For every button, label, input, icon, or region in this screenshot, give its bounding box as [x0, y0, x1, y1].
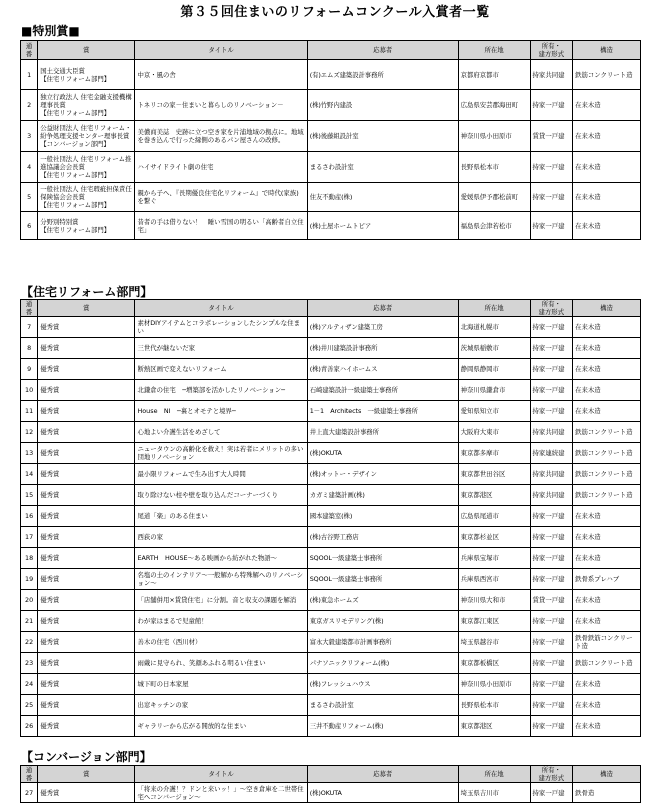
cell-applicant: (有)エムズ建築設計事務所 [307, 60, 458, 90]
cell-location: 東京都江東区 [458, 611, 530, 632]
table-row [21, 422, 641, 443]
cell-applicant: (株)竹野内建設 [307, 90, 458, 121]
table-row [21, 653, 641, 674]
cell-award: 優秀賞 [38, 548, 135, 569]
cell-owner: 持家一戸建 [530, 783, 573, 803]
cell-award: 優秀賞 [38, 338, 135, 359]
cell-location: 東京都港区 [458, 716, 530, 737]
cell-title: 出窓キッチンの家 [135, 695, 307, 716]
table-row [21, 506, 641, 527]
cell-title: 「将来の介護！？ドンと来いッ！」～空き倉庫を二世帯住宅へコンバージョン～ [135, 783, 307, 803]
header-no: 通番 [21, 766, 38, 783]
cell-structure: 鉄筋コンクリート造 [573, 464, 641, 485]
cell-award: 優秀賞 [38, 653, 135, 674]
cell-title: ハイサイドライト劇の住宅 [135, 152, 307, 183]
cell-applicant: (株)後藤組設計室 [307, 121, 458, 152]
cell-structure: 鉄骨造 [573, 783, 641, 803]
cell-award: 優秀賞 [38, 317, 135, 338]
cell-applicant: 東京ガスリモデリング(株) [307, 611, 458, 632]
cell-no: 19 [21, 569, 38, 590]
header-owner-line2: 建方形式 [538, 50, 565, 58]
cell-award: 優秀賞 [38, 380, 135, 401]
cell-award: 公益財団法人 住宅リフォーム・紛争処理支援センター理事長賞 【コンバージョン部門】 [38, 121, 135, 152]
cell-no: 21 [21, 611, 38, 632]
header-structure: 構造 [573, 41, 641, 60]
cell-no: 5 [21, 183, 38, 212]
header-title: タイトル [135, 300, 307, 317]
cell-no: 3 [21, 121, 38, 152]
cell-no: 22 [21, 632, 38, 653]
cell-applicant: (株)アルティザン建築工房 [307, 317, 458, 338]
cell-location: 神奈川県鎌倉市 [458, 380, 530, 401]
cell-owner: 持家一戸建 [530, 674, 573, 695]
cell-owner: 持家共同建 [530, 60, 573, 90]
cell-owner: 持家一戸建 [530, 527, 573, 548]
cell-location: 東京都港区 [458, 485, 530, 506]
cell-structure: 在来木造 [573, 590, 641, 611]
header-award: 賞 [38, 300, 135, 317]
cell-award: 優秀賞 [38, 783, 135, 803]
header-applicant: 応募者 [307, 300, 458, 317]
cell-award: 国土交通大臣賞 【住宅リフォーム部門】 [38, 60, 135, 90]
cell-no: 16 [21, 506, 38, 527]
table-row [21, 695, 641, 716]
cell-owner: 持家一戸建 [530, 653, 573, 674]
cell-applicant: 1－1 Architects 一級建築士事務所 [307, 401, 458, 422]
table-row [21, 611, 641, 632]
cell-structure: 在来木造 [573, 183, 641, 212]
cell-location: 愛知県知立市 [458, 401, 530, 422]
cell-award: 優秀賞 [38, 464, 135, 485]
cell-applicant: 三井不動産リフォーム(株) [307, 716, 458, 737]
cell-applicant: (株)青善家ハイホームス [307, 359, 458, 380]
cell-owner: 持家一戸建 [530, 359, 573, 380]
cell-no: 26 [21, 716, 38, 737]
cell-applicant: (株)オットー・デザイン [307, 464, 458, 485]
cell-title: 「店舗併用×賃貸住宅」に分割。音と収支の課題を解消 [135, 590, 307, 611]
cell-owner: 持家一戸建 [530, 716, 573, 737]
cell-award: 優秀賞 [38, 695, 135, 716]
header-owner-line1: 所有・ [541, 766, 561, 774]
header-owner-line1: 所有・ [541, 42, 561, 50]
cell-location: 大阪府大東市 [458, 422, 530, 443]
cell-structure: 鉄骨系プレハブ [573, 569, 641, 590]
table-header-row [21, 300, 641, 317]
header-location: 所在地 [458, 300, 530, 317]
cell-location: 茨城県稲敷市 [458, 338, 530, 359]
cell-location: 福島県会津若松市 [458, 212, 530, 240]
cell-structure: 在来木造 [573, 506, 641, 527]
cell-applicant: 石崎建築設計一級建築士事務所 [307, 380, 458, 401]
cell-owner: 持家一戸建 [530, 632, 573, 653]
cell-location: 広島県尾道市 [458, 506, 530, 527]
cell-owner: 持家共同建 [530, 422, 573, 443]
cell-location: 北海道札幌市 [458, 317, 530, 338]
cell-applicant: 井上直大建築設計事務所 [307, 422, 458, 443]
cell-location: 東京都多摩市 [458, 443, 530, 464]
header-title: タイトル [135, 41, 307, 60]
cell-location: 東京都杉並区 [458, 527, 530, 548]
cell-title: トネリコの家－住まいと暮らしのリノベーション－ [135, 90, 307, 121]
cell-structure: 在来木造 [573, 90, 641, 121]
cell-no: 25 [21, 695, 38, 716]
cell-applicant: (株)東急ホームズ [307, 590, 458, 611]
cell-no: 10 [21, 380, 38, 401]
table-row [21, 464, 641, 485]
cell-award: 一般社団法人 住宅リフォーム推進協議会会長賞 【住宅リフォーム部門】 [38, 152, 135, 183]
section-title-housing: 【住宅リフォーム部門】 [21, 285, 153, 299]
cell-title: 親から子へ、『長期優良住宅化リフォーム』で時代(家族)を繋ぐ [135, 183, 307, 212]
cell-award: 優秀賞 [38, 422, 135, 443]
header-title: タイトル [135, 766, 307, 783]
cell-no: 24 [21, 674, 38, 695]
header-location: 所在地 [458, 41, 530, 60]
header-no: 通番 [21, 41, 38, 60]
cell-no: 12 [21, 422, 38, 443]
cell-structure: 鉄骨鉄筋コンクリート造 [573, 632, 641, 653]
section-title-special: ■特別賞■ [21, 24, 80, 38]
cell-owner: 賃貸一戸建 [530, 121, 573, 152]
cell-structure: 在来木造 [573, 401, 641, 422]
cell-owner: 持家共同建 [530, 485, 573, 506]
cell-owner: 持家一戸建 [530, 317, 573, 338]
cell-structure: 鉄筋コンクリート造 [573, 443, 641, 464]
cell-applicant: (株)井川建築設計事務所 [307, 338, 458, 359]
cell-no: 27 [21, 783, 38, 803]
cell-title: 取り除けない柱や壁を取り込んだコーナーづくり [135, 485, 307, 506]
cell-applicant: まるさわ設計室 [307, 152, 458, 183]
cell-title: 名塩の土のインテリア～一般解から特殊解へのリノベーション～ [135, 569, 307, 590]
table-row [21, 674, 641, 695]
cell-no: 4 [21, 152, 38, 183]
cell-award: 優秀賞 [38, 674, 135, 695]
cell-location: 静岡県静岡市 [458, 359, 530, 380]
header-location: 所在地 [458, 766, 530, 783]
cell-applicant: 住友不動産(株) [307, 183, 458, 212]
header-award: 賞 [38, 41, 135, 60]
cell-title: 雨戴に見守られ、笑顔あふれる明るい住まい [135, 653, 307, 674]
page-title: 第３５回住まいのリフォームコンクール入賞者一覧 [180, 5, 490, 20]
cell-no: 1 [21, 60, 38, 90]
cell-structure: 在来木造 [573, 611, 641, 632]
cell-owner: 持家一戸建 [530, 401, 573, 422]
cell-title: ギャラリーから広がる開放的な住まい [135, 716, 307, 737]
cell-no: 15 [21, 485, 38, 506]
cell-owner: 持家一戸建 [530, 380, 573, 401]
table-row [21, 443, 641, 464]
cell-structure: 鉄筋コンクリート造 [573, 485, 641, 506]
cell-title: 北鎌倉の住宅 ─増築部を活かしたリノベーション─ [135, 380, 307, 401]
cell-applicant: (株)OKUTA [307, 783, 458, 803]
table-row [21, 317, 641, 338]
table-row [21, 485, 641, 506]
cell-title: 尾道「楽」のある住まい [135, 506, 307, 527]
header-owner-line2: 建方形式 [538, 308, 565, 316]
cell-no: 17 [21, 527, 38, 548]
cell-structure: 在来木造 [573, 695, 641, 716]
table-row [21, 527, 641, 548]
cell-no: 20 [21, 590, 38, 611]
table-row [21, 152, 641, 183]
cell-location: 埼玉県越谷市 [458, 632, 530, 653]
header-no: 通番 [21, 300, 38, 317]
cell-location: 京都府京都市 [458, 60, 530, 90]
cell-award: 独立行政法人 住宅金融支援機構理事長賞 【住宅リフォーム部門】 [38, 90, 135, 121]
cell-title: ニュータウンの高齢化を救え！実は若者にメリットの多い団地リノベーション [135, 443, 307, 464]
cell-title: 三世代が継ないだ家 [135, 338, 307, 359]
cell-no: 18 [21, 548, 38, 569]
cell-owner: 持家一戸建 [530, 548, 573, 569]
header-structure: 構造 [573, 766, 641, 783]
cell-structure: 在来木造 [573, 212, 641, 240]
table-row [21, 401, 641, 422]
cell-no: 14 [21, 464, 38, 485]
header-owner [530, 766, 573, 783]
table-row [21, 359, 641, 380]
cell-no: 13 [21, 443, 38, 464]
cell-location: 広島県安芸郡海田町 [458, 90, 530, 121]
cell-owner: 持家一戸建 [530, 338, 573, 359]
cell-structure: 在来木造 [573, 380, 641, 401]
table-row [21, 90, 641, 121]
table-row [21, 569, 641, 590]
awards-table-special [20, 40, 641, 240]
cell-award: 一般社団法人 住宅瑕疵担保責任保険協会会長賞 【住宅リフォーム部門】 [38, 183, 135, 212]
table-row [21, 632, 641, 653]
header-applicant: 応募者 [307, 766, 458, 783]
cell-location: 神奈川県小田原市 [458, 121, 530, 152]
cell-location: 神奈川県大和市 [458, 590, 530, 611]
cell-title: 善木の住宅（西川材） [135, 632, 307, 653]
cell-applicant: カガミ建築計画(株) [307, 485, 458, 506]
header-structure: 構造 [573, 300, 641, 317]
header-owner-line2: 建方形式 [538, 774, 565, 782]
cell-applicant: (株)古谷野工務店 [307, 527, 458, 548]
header-award: 賞 [38, 766, 135, 783]
cell-structure: 在来木造 [573, 338, 641, 359]
awards-table-housing [20, 299, 641, 737]
cell-no: 9 [21, 359, 38, 380]
table-row [21, 548, 641, 569]
table-header-row [21, 41, 641, 60]
section-title-conversion: 【コンバージョン部門】 [21, 750, 152, 764]
cell-owner: 持家一戸建 [530, 611, 573, 632]
cell-no: 23 [21, 653, 38, 674]
cell-award: 優秀賞 [38, 611, 135, 632]
cell-structure: 鉄筋コンクリート造 [573, 60, 641, 90]
table-row [21, 380, 641, 401]
cell-location: 長野県松本市 [458, 152, 530, 183]
cell-location: 愛媛県伊予郡松前町 [458, 183, 530, 212]
cell-no: 2 [21, 90, 38, 121]
cell-applicant: 國本建築室(株) [307, 506, 458, 527]
cell-title: 最小限リフォームで生み出す大人時間 [135, 464, 307, 485]
cell-structure: 在来木造 [573, 152, 641, 183]
header-applicant: 応募者 [307, 41, 458, 60]
cell-owner: 持家一戸建 [530, 183, 573, 212]
table-row [21, 183, 641, 212]
cell-no: 7 [21, 317, 38, 338]
cell-award: 優秀賞 [38, 443, 135, 464]
table-row [21, 60, 641, 90]
header-owner-line1: 所有・ [541, 300, 561, 308]
table-row [21, 338, 641, 359]
cell-award: 優秀賞 [38, 485, 135, 506]
cell-structure: 鉄筋コンクリート造 [573, 653, 641, 674]
cell-applicant: まるさわ設計室 [307, 695, 458, 716]
cell-title: 中京・風の舎 [135, 60, 307, 90]
table-header-row [21, 766, 641, 783]
cell-owner: 持家一戸建 [530, 212, 573, 240]
table-row [21, 212, 641, 240]
cell-owner: 持家一戸建 [530, 90, 573, 121]
header-owner [530, 41, 573, 60]
cell-structure: 在来木造 [573, 674, 641, 695]
awards-table-conversion [20, 765, 641, 803]
cell-title: 心地よい介護生活をめざして [135, 422, 307, 443]
cell-owner: 持家一戸建 [530, 152, 573, 183]
cell-award: 優秀賞 [38, 359, 135, 380]
cell-title: 西荻の家 [135, 527, 307, 548]
table-row [21, 783, 641, 803]
cell-title: わが家はまるで児童館！ [135, 611, 307, 632]
cell-no: 8 [21, 338, 38, 359]
cell-applicant: SQOOL一級建築士事務所 [307, 569, 458, 590]
cell-owner: 賃貸一戸建 [530, 590, 573, 611]
cell-award: 優秀賞 [38, 401, 135, 422]
cell-applicant: SQOOL一級建築士事務所 [307, 548, 458, 569]
cell-award: 優秀賞 [38, 632, 135, 653]
cell-award: 優秀賞 [38, 506, 135, 527]
cell-title: 素材DIYアイテムとコラボレーションしたシンプルな住まい [135, 317, 307, 338]
cell-location: 兵庫県西宮市 [458, 569, 530, 590]
cell-award: 優秀賞 [38, 716, 135, 737]
table-row [21, 121, 641, 152]
cell-structure: 在来木造 [573, 121, 641, 152]
cell-title: 美儂商美誌 史跡に立つ空き家を片浦地域の拠点に。地域を巻き込んで行った縁側のあるパン屋さんの改修。 [135, 121, 307, 152]
cell-award: 分野別特別賞 【住宅リフォーム部門】 [38, 212, 135, 240]
cell-applicant: (株)OKUTA [307, 443, 458, 464]
cell-location: 兵庫県宝塚市 [458, 548, 530, 569]
cell-owner: 持家一戸建 [530, 569, 573, 590]
cell-owner: 持家一戸建 [530, 506, 573, 527]
header-owner [530, 300, 573, 317]
cell-location: 東京都板橋区 [458, 653, 530, 674]
cell-structure: 在来木造 [573, 548, 641, 569]
cell-location: 埼玉県吉川市 [458, 783, 530, 803]
cell-owner: 持家一戸建 [530, 695, 573, 716]
cell-title: 昔者の手は借りない！ 睡い雪国の明るい「高齢者自立住宅」 [135, 212, 307, 240]
cell-applicant: (株)土屋ホームトピア [307, 212, 458, 240]
cell-award: 優秀賞 [38, 569, 135, 590]
cell-location: 神奈川県小田原市 [458, 674, 530, 695]
cell-applicant: 富永大毅建築都市計画事務所 [307, 632, 458, 653]
cell-title: 城下町の日本家屋 [135, 674, 307, 695]
cell-structure: 鉄筋コンクリート造 [573, 422, 641, 443]
table-row [21, 716, 641, 737]
cell-structure: 在来木造 [573, 527, 641, 548]
cell-location: 東京都世田谷区 [458, 464, 530, 485]
cell-award: 優秀賞 [38, 590, 135, 611]
cell-structure: 在来木造 [573, 716, 641, 737]
cell-applicant: (株)フレッシュハウス [307, 674, 458, 695]
cell-owner: 持家連続建 [530, 443, 573, 464]
cell-no: 6 [21, 212, 38, 240]
cell-owner: 持家共同建 [530, 464, 573, 485]
table-row [21, 590, 641, 611]
cell-award: 優秀賞 [38, 527, 135, 548]
cell-title: House NI ─裏とオモテと境界─ [135, 401, 307, 422]
cell-no: 11 [21, 401, 38, 422]
cell-title: 断熱区画で変えないリフォーム [135, 359, 307, 380]
cell-structure: 在来木造 [573, 317, 641, 338]
cell-structure: 在来木造 [573, 359, 641, 380]
cell-title: EARTH HOUSE～ある映画から紡がれた物語～ [135, 548, 307, 569]
cell-location: 長野県松本市 [458, 695, 530, 716]
cell-applicant: パナソニックリフォーム(株) [307, 653, 458, 674]
